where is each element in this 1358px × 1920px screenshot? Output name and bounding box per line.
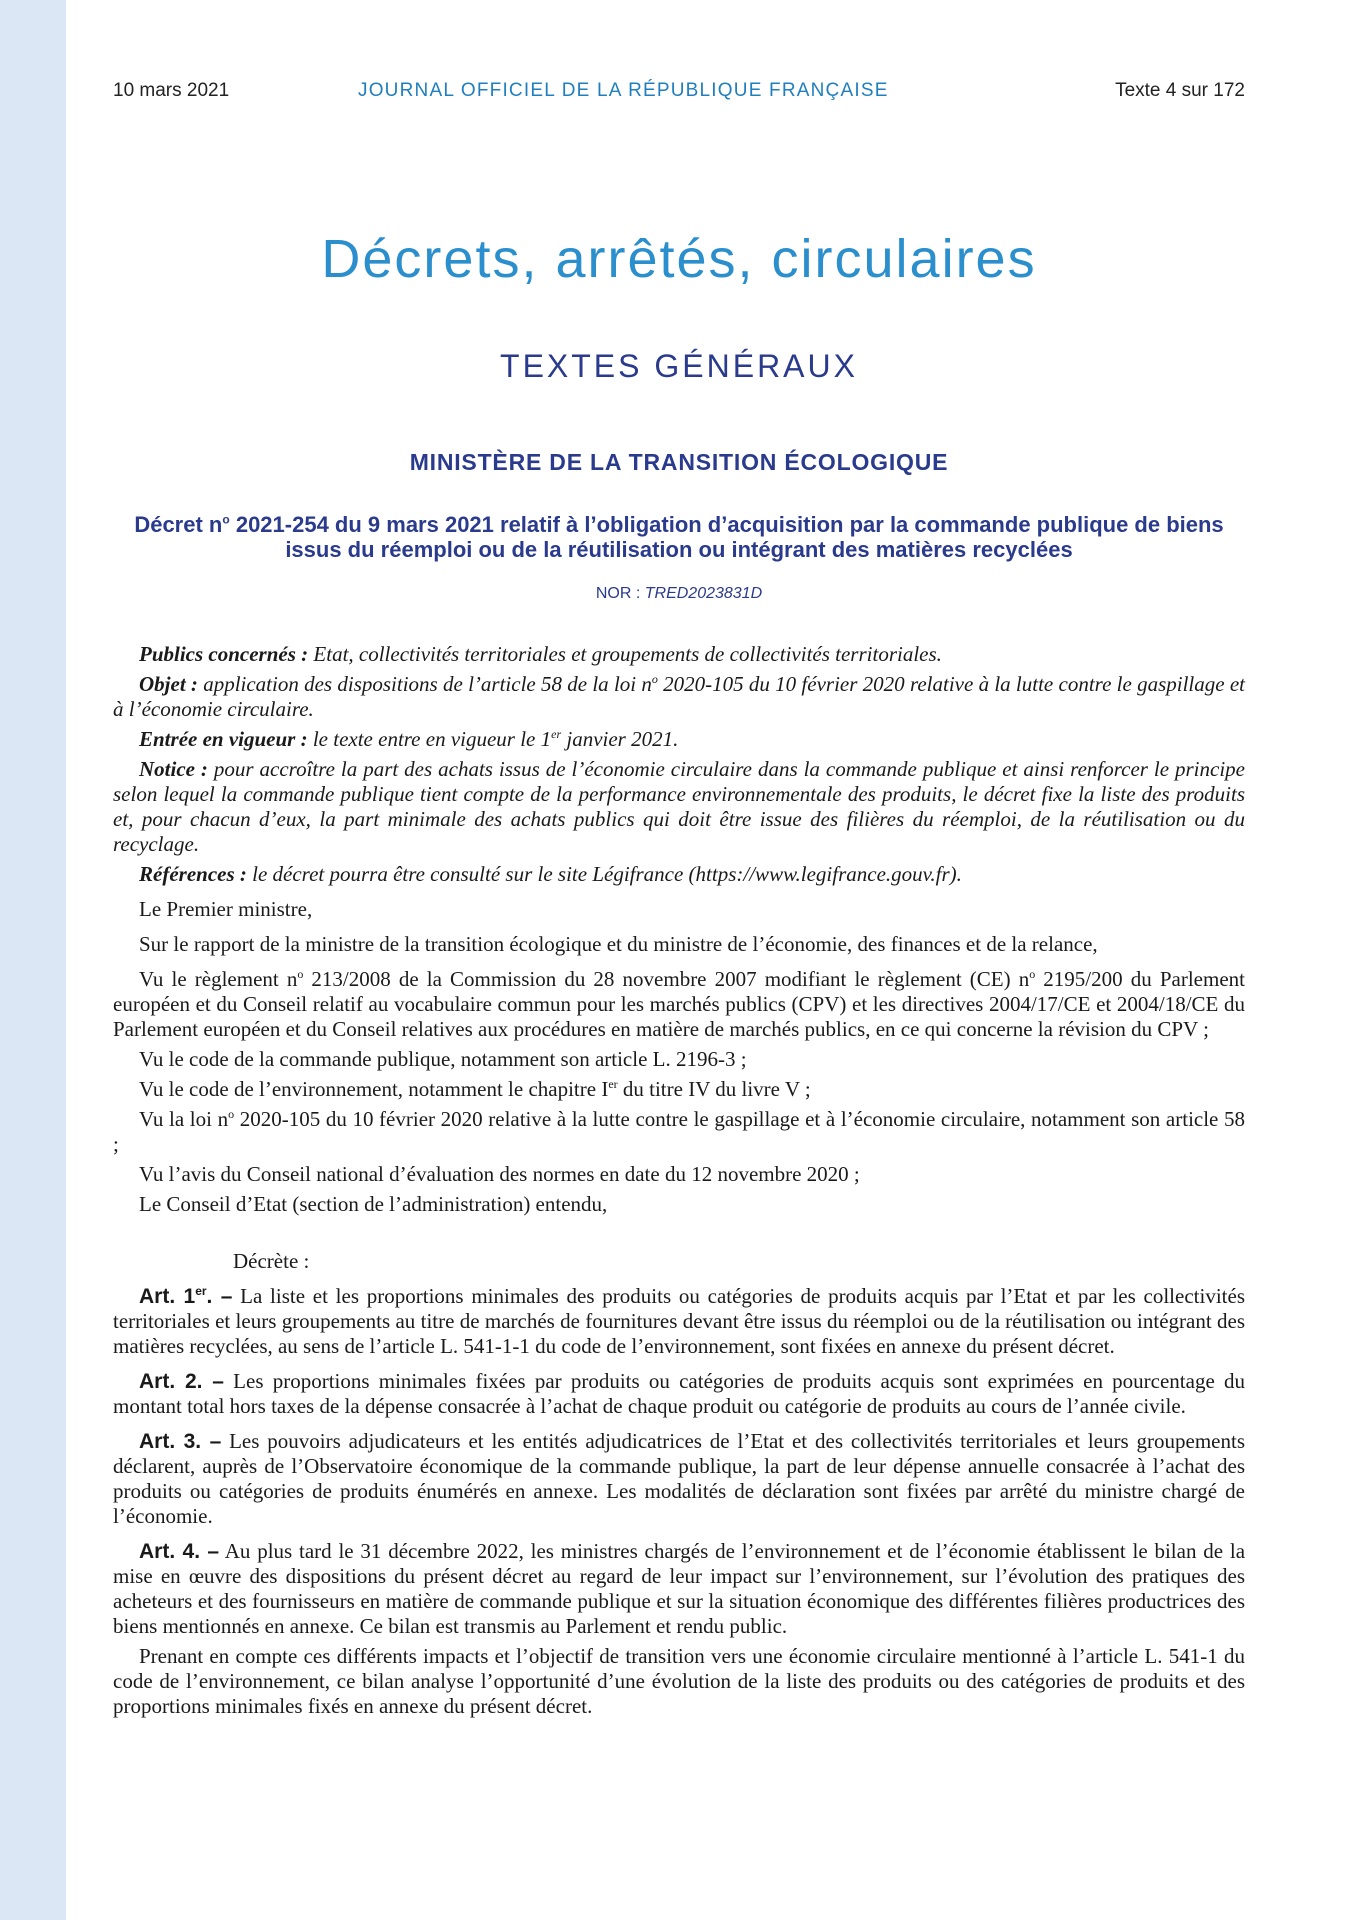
entree-en-vigueur: Entrée en vigueur : le texte entre en vigueur le 1er janvier 2021. [139,727,679,751]
vu-reglement: Vu le règlement $n^o$ 213/2008 de la Commission du 28 novembre 2007 modifiant le règlement (CE) $n^o$ 2195/200 du Parlement européen et du Conseil relatif au vocabulaire commun pour les marchés publics (CPV) et les directives 2004/17/CE et 2004/18/CE du Parlement européen et du Conseil relatives aux procédures en matière de marchés publics, en ce qui concerne la révision du CPV ; [113,967,1245,1041]
article-4-label: Art. 4. – [139,1540,220,1563]
header-journal-name: JOURNAL OFFICIEL DE LA RÉPUBLIQUE FRANÇAISE [358,80,889,101]
article-3-label: Art. 3. – [139,1430,222,1453]
publics-concernes: Publics concernés : Etat, collectivités territoriales et groupements de collectivités territoriales. [139,642,942,666]
premier-ministre: Le Premier ministre, [139,897,313,921]
references: Références : le décret pourra être consulté sur le site Légifrance (https://www.legifrance.gouv.fr). [139,862,962,886]
sur-le-rapport: Sur le rapport de la ministre de la transition écologique et du ministre de l’économie, des finances et de la relance, [139,932,1098,956]
header-text-reference: Texte 4 sur 172 [1115,80,1245,101]
vu-loi: Vu la loi $n^o$ 2020-105 du 10 février 2020 relative à la lutte contre le gaspillage et à l’économie circulaire, notamment son article 58 ; [113,1107,1245,1156]
notice-paragraph: Notice : pour accroître la part des achats issus de l’économie circulaire dans la commande publique et ainsi renforcer le principe selon lequel la commande publique tient compte de la performance environnementale des produits, le décret fixe la liste des produits et, pour chacun d’eux, la part minimale des achats publics qui doit être issue des filières du réemploi, de la réutilisation ou du recyclage. [113,757,1245,856]
vu-avis: Vu l’avis du Conseil national d’évaluation des normes en date du 12 novembre 2020 ; [139,1162,860,1186]
article-4: Art. 4. – Au plus tard le 31 décembre 2022, les ministres chargés de l’environnement et de l’économie établissent le bilan de la mise en œuvre des dispositions du présent décret au regard de leur impact sur l’environnement, sur l’évolution des pratiques des acheteurs et des fournisseurs en matière de commande publique et sur la situation économique des différentes filières productrices des biens mentionnés en annexe. Ce bilan est transmis au Parlement et rendu public. [113,1539,1246,1638]
article-1-label: Art. 1er. – [139,1284,233,1308]
decrete: Décrète : [233,1249,310,1273]
nor-label: NOR : [595,585,645,602]
article-2-label: Art. 2. – [139,1370,224,1393]
left-margin-band [0,0,66,1920]
nor-code: TRED2023831D [644,585,763,602]
article-2: Art. 2. – Les proportions minimales fixées par produits ou catégories de produits acquis sont exprimées en pourcentage du montant total hors taxes de la dépense consacrée à l’achat de chaque produit ou catégorie de produits au cours de l’année civile. [113,1369,1245,1418]
notice-block [113,642,1245,887]
vu-code-environnement: Vu le code de l’environnement, notamment le chapitre Ier du titre IV du livre V ; [139,1077,811,1101]
objet: Objet : application des dispositions de l’article 58 de la loi $n^o$ 2020-105 du 10 février 2020 relative à la lutte contre le gaspillage et à l’économie circulaire. [113,672,1245,721]
running-header [113,80,1245,104]
vu-code-commande-publique: Vu le code de la commande publique, notamment son article L. 2196-3 ; [139,1047,747,1071]
nor-reference [113,585,1245,603]
conseil-etat: Le Conseil d’Etat (section de l’administration) entendu, [139,1192,608,1216]
article-3: Art. 3. – Les pouvoirs adjudicateurs et les entités adjudicatrices de l’Etat et des collectivités territoriales et leurs groupements déclarent, auprès de l’Observatoire économique de la commande publique, la part de leur dépense annuelle consacrée à l’achat des produits ou catégories de produits énumérés en annexe. Les modalités de déclaration sont fixées par arrêté du ministre chargé de l’économie. [113,1429,1245,1528]
header-date: 10 mars 2021 [113,80,230,101]
decree-title: Décret $n^o$ 2021-254 du 9 mars 2021 relatif à l’obligation d’acquisition par la commande publique de biens issus du réemploi ou de la réutilisation ou intégrant des matières recyclées [134,512,1224,562]
decree-body [113,642,1245,1729]
article-4-paragraph-2: Prenant en compte ces différents impacts et l’objectif de transition vers une économie circulaire mentionné à l’article L. 541-1 du code de l’environnement, ce bilan analyse l’opportunité d’une évolution de la liste des produits ou des catégories de produits et des proportions minimales fixés en annexe du présent décret. [113,1644,1245,1718]
rubric-title: Décrets, arrêtés, circulaires [321,229,1037,289]
section-title: TEXTES GÉNÉRAUX [500,348,858,384]
ministry-title: MINISTÈRE DE LA TRANSITION ÉCOLOGIQUE [409,449,949,475]
article-1: Art. 1er. – La liste et les proportions minimales des produits ou catégories de produits acquis par l’Etat et par les collectivités territoriales et leurs groupements au titre de marchés de fournitures devant être issus du réemploi ou de la réutilisation ou intégrant des matières recyclées, au sens de l’article L. 541-1-1 du code de l’environnement, sont fixées en annexe du présent décret. [113,1284,1245,1358]
